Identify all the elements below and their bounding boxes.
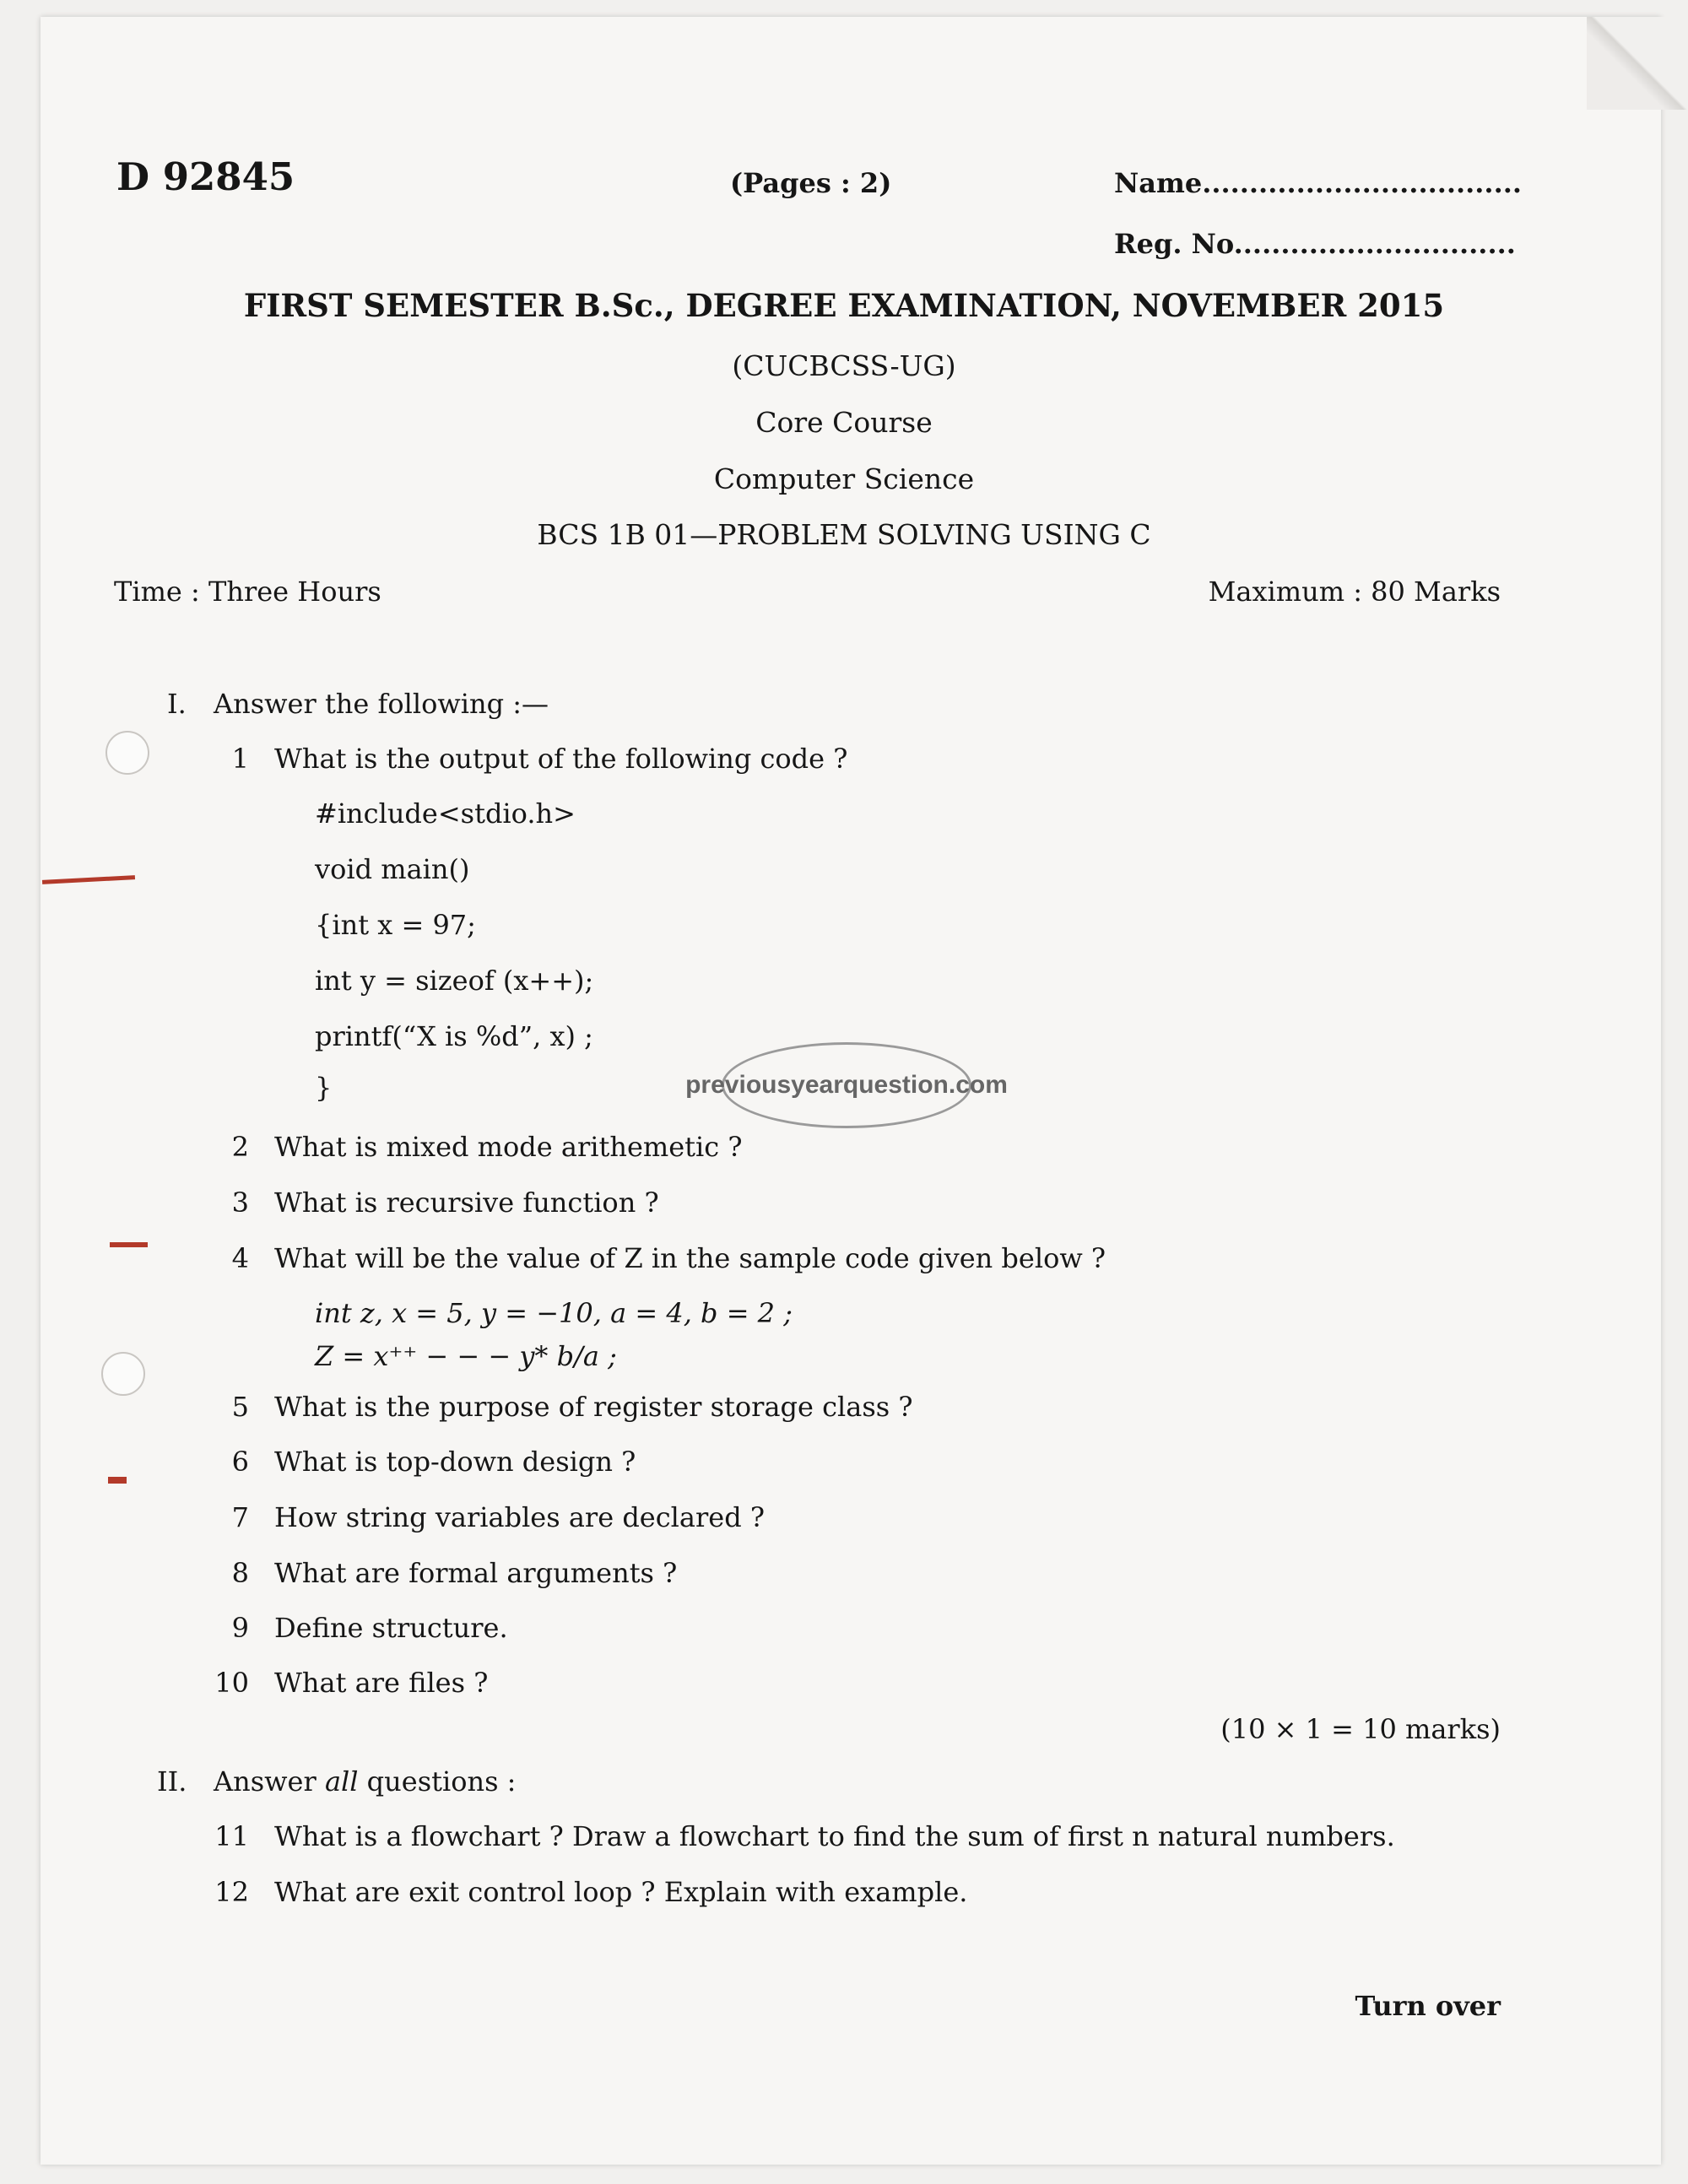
section-instruction: Answer the following :— (214, 688, 549, 720)
question-number: 12 (214, 1876, 249, 1908)
question-text: How string variables are declared ? (274, 1501, 766, 1533)
section-marks: (10 × 1 = 10 marks) (1220, 1713, 1501, 1745)
code-line: void main() (315, 853, 470, 885)
question-text: Define structure. (274, 1612, 508, 1644)
maximum-marks: Maximum : 80 Marks (1208, 576, 1501, 608)
punch-hole (106, 731, 149, 775)
turn-over-note: Turn over (1355, 1990, 1501, 2022)
scheme-code: (CUCBCSS-UG) (732, 349, 956, 382)
section-instruction (214, 1765, 516, 1797)
punch-hole (101, 1352, 145, 1396)
question-number: 5 (231, 1391, 249, 1423)
folded-corner (1587, 17, 1688, 110)
page-count: (Pages : 2) (730, 167, 892, 199)
paper-code: D 92845 (116, 154, 295, 199)
question-text: What is a flowchart ? Draw a flowchart to find the sum of first n natural numbers. (274, 1820, 1395, 1852)
instruction-text: questions : (358, 1765, 517, 1797)
question-number: 1 (231, 743, 249, 775)
watermark-text: previousyearquestion.com (685, 1071, 1008, 1099)
instruction-text: Answer (214, 1765, 325, 1797)
section-numeral: I. (167, 688, 187, 720)
pen-mark (108, 1477, 127, 1484)
watermark-logo (685, 1042, 1008, 1128)
question-text: What are formal arguments ? (274, 1557, 678, 1589)
subject: Computer Science (713, 462, 975, 495)
code-line: } (315, 1072, 333, 1104)
question-number: 2 (231, 1131, 249, 1163)
code-line: {int x = 97; (315, 909, 476, 941)
code-line: #include<stdio.h> (315, 797, 576, 830)
question-text: What is the output of the following code ? (274, 743, 848, 775)
pen-mark (110, 1242, 148, 1247)
question-number: 10 (214, 1667, 249, 1699)
instruction-emphasis: all (324, 1765, 359, 1797)
reg-no-field: Reg. No.............................. (1114, 228, 1516, 260)
question-number: 7 (231, 1501, 249, 1533)
question-text: What are exit control loop ? Explain with example. (274, 1876, 968, 1908)
question-text: What is the purpose of register storage class ? (274, 1391, 913, 1423)
question-text: What will be the value of Z in the sample code given below ? (274, 1242, 1106, 1274)
question-number: 8 (231, 1557, 249, 1589)
question-text: What is top-down design ? (274, 1446, 636, 1478)
question-number: 11 (214, 1820, 249, 1852)
name-field: Name.................................. (1114, 167, 1522, 199)
code-line: printf(“X is %d”, x) ; (315, 1020, 593, 1052)
course-type: Core Course (755, 406, 933, 439)
code-line: int y = sizeof (x++); (315, 965, 594, 997)
question-number: 6 (231, 1446, 249, 1478)
question-text: What is mixed mode arithemetic ? (274, 1131, 743, 1163)
question-text: What are files ? (274, 1667, 489, 1699)
code-line: Z = x⁺⁺ − − − y* b/a ; (315, 1340, 617, 1372)
code-line: int z, x = 5, y = −10, a = 4, b = 2 ; (315, 1297, 793, 1329)
paper-title: BCS 1B 01—PROBLEM SOLVING USING C (537, 518, 1151, 551)
question-number: 3 (231, 1187, 249, 1219)
section-numeral: II. (157, 1765, 187, 1797)
question-number: 4 (231, 1242, 249, 1274)
exam-duration: Time : Three Hours (114, 576, 381, 608)
question-text: What is recursive function ? (274, 1187, 659, 1219)
exam-title: FIRST SEMESTER B.Sc., DEGREE EXAMINATION, NOVEMBER 2015 (243, 287, 1445, 324)
question-number: 9 (231, 1612, 249, 1644)
